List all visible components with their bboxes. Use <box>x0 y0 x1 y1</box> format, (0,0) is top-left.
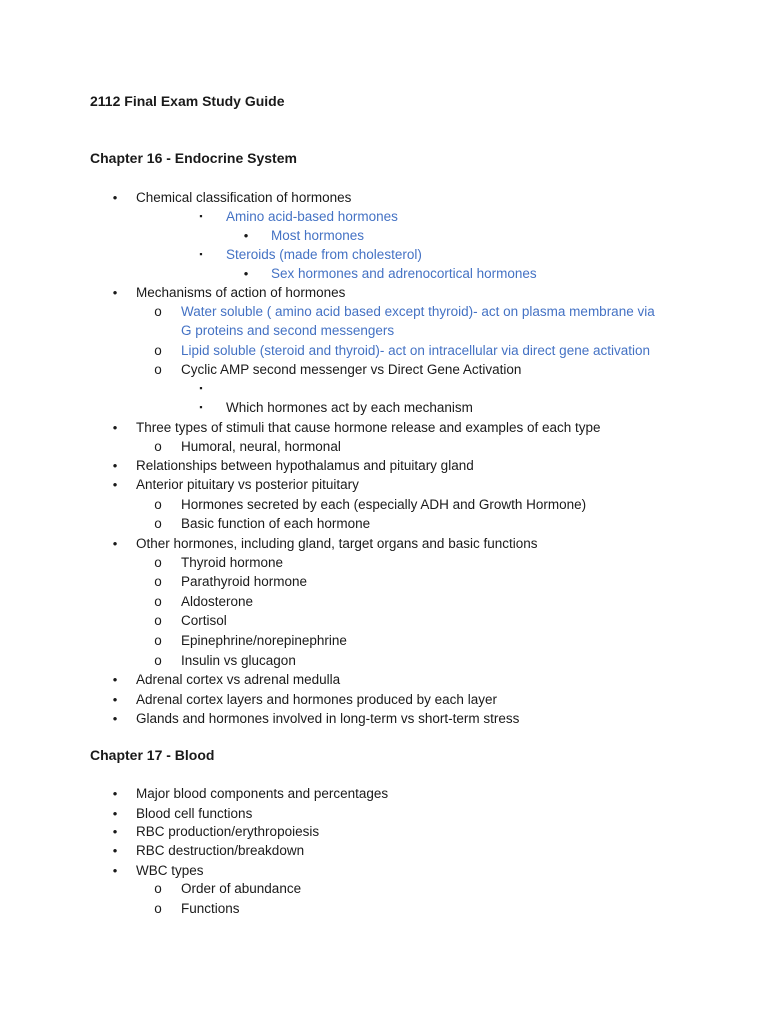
list-item-text: Lipid soluble (steroid and thyroid)- act on intracellular via direct gene activation <box>181 343 650 358</box>
bullet-marker: • <box>112 863 118 878</box>
list-item-text: Three types of stimuli that cause hormone release and examples of each type <box>136 420 601 435</box>
bullet-marker: o <box>154 574 162 589</box>
bullet-marker: • <box>112 672 118 687</box>
bullet-marker: o <box>154 497 162 512</box>
list-item-text: Most hormones <box>271 228 365 243</box>
bullet-marker: • <box>112 711 118 726</box>
list-item-text: Glands and hormones involved in long-term vs short-term stress <box>136 711 520 726</box>
list-item-text: Blood cell functions <box>136 806 253 821</box>
bullet-marker: • <box>112 458 118 473</box>
list-item-text: Adrenal cortex layers and hormones produced by each layer <box>136 692 497 707</box>
list-item-text: G proteins and second messengers <box>181 323 395 338</box>
bullet-marker: • <box>112 786 118 801</box>
list-item-text: Basic function of each hormone <box>181 516 371 531</box>
bullet-marker: • <box>112 190 118 205</box>
bullet-marker: o <box>154 653 162 668</box>
list-item-text: Other hormones, including gland, target organs and basic functions <box>136 536 538 551</box>
bullet-marker: • <box>112 285 118 300</box>
list-item-text: Amino acid-based hormones <box>226 209 398 224</box>
list-item-text: Major blood components and percentages <box>136 786 389 801</box>
list-item-text: Steroids (made from cholesterol) <box>226 247 422 262</box>
list-item-text: Cortisol <box>181 613 227 628</box>
document-title: 2112 Final Exam Study Guide <box>90 93 285 109</box>
bullet-marker: ▪ <box>199 211 203 221</box>
bullet-marker: o <box>154 343 162 358</box>
list-item-text: Epinephrine/norepinephrine <box>181 633 347 648</box>
list-item-text: Mechanisms of action of hormones <box>136 285 346 300</box>
bullet-marker: o <box>154 633 162 648</box>
bullet-marker: ▪ <box>199 383 203 393</box>
bullet-marker: o <box>154 439 162 454</box>
bullet-marker: • <box>112 477 118 492</box>
bullet-marker: • <box>112 806 118 821</box>
list-item-text: Sex hormones and adrenocortical hormones <box>271 266 537 281</box>
list-item-text: WBC types <box>136 863 204 878</box>
bullet-marker: • <box>112 692 118 707</box>
bullet-marker: o <box>154 881 162 896</box>
list-item-text: Insulin vs glucagon <box>181 653 296 668</box>
list-item-text: Adrenal cortex vs adrenal medulla <box>136 672 341 687</box>
chapter-heading: Chapter 17 - Blood <box>90 747 215 763</box>
bullet-marker: • <box>112 824 118 839</box>
bullet-marker: • <box>112 536 118 551</box>
bullet-marker: ▪ <box>199 402 203 412</box>
list-item-text: Anterior pituitary vs posterior pituitary <box>136 477 359 492</box>
list-item-text: Parathyroid hormone <box>181 574 308 589</box>
list-item-text: Order of abundance <box>181 881 302 896</box>
bullet-marker: o <box>154 613 162 628</box>
list-item-text: Which hormones act by each mechanism <box>226 400 473 415</box>
bullet-marker: • <box>243 228 249 243</box>
chapter-heading: Chapter 16 - Endocrine System <box>90 150 297 166</box>
bullet-marker: o <box>154 304 162 319</box>
bullet-marker: • <box>243 266 249 281</box>
bullet-marker: o <box>154 555 162 570</box>
list-item-text: Water soluble ( amino acid based except thyroid)- act on plasma membrane via <box>181 304 655 319</box>
list-item-text: Humoral, neural, hormonal <box>181 439 341 454</box>
list-item-text: Relationships between hypothalamus and pituitary gland <box>136 458 474 473</box>
list-item-text: Chemical classification of hormones <box>136 190 352 205</box>
list-item-text: RBC destruction/breakdown <box>136 843 305 858</box>
bullet-marker: o <box>154 516 162 531</box>
bullet-marker: • <box>112 843 118 858</box>
bullet-marker: o <box>154 362 162 377</box>
list-item-text: Hormones secreted by each (especially ADH and Growth Hormone) <box>181 497 587 512</box>
list-item-text: Aldosterone <box>181 594 254 609</box>
bullet-marker: o <box>154 901 162 916</box>
bullet-marker: ▪ <box>199 249 203 259</box>
list-item-text: Cyclic AMP second messenger vs Direct Gene Activation <box>181 362 522 377</box>
bullet-marker: • <box>112 420 118 435</box>
bullet-marker: o <box>154 594 162 609</box>
list-item-text: RBC production/erythropoiesis <box>136 824 320 839</box>
list-item-text: Functions <box>181 901 240 916</box>
list-item-text: Thyroid hormone <box>181 555 284 570</box>
